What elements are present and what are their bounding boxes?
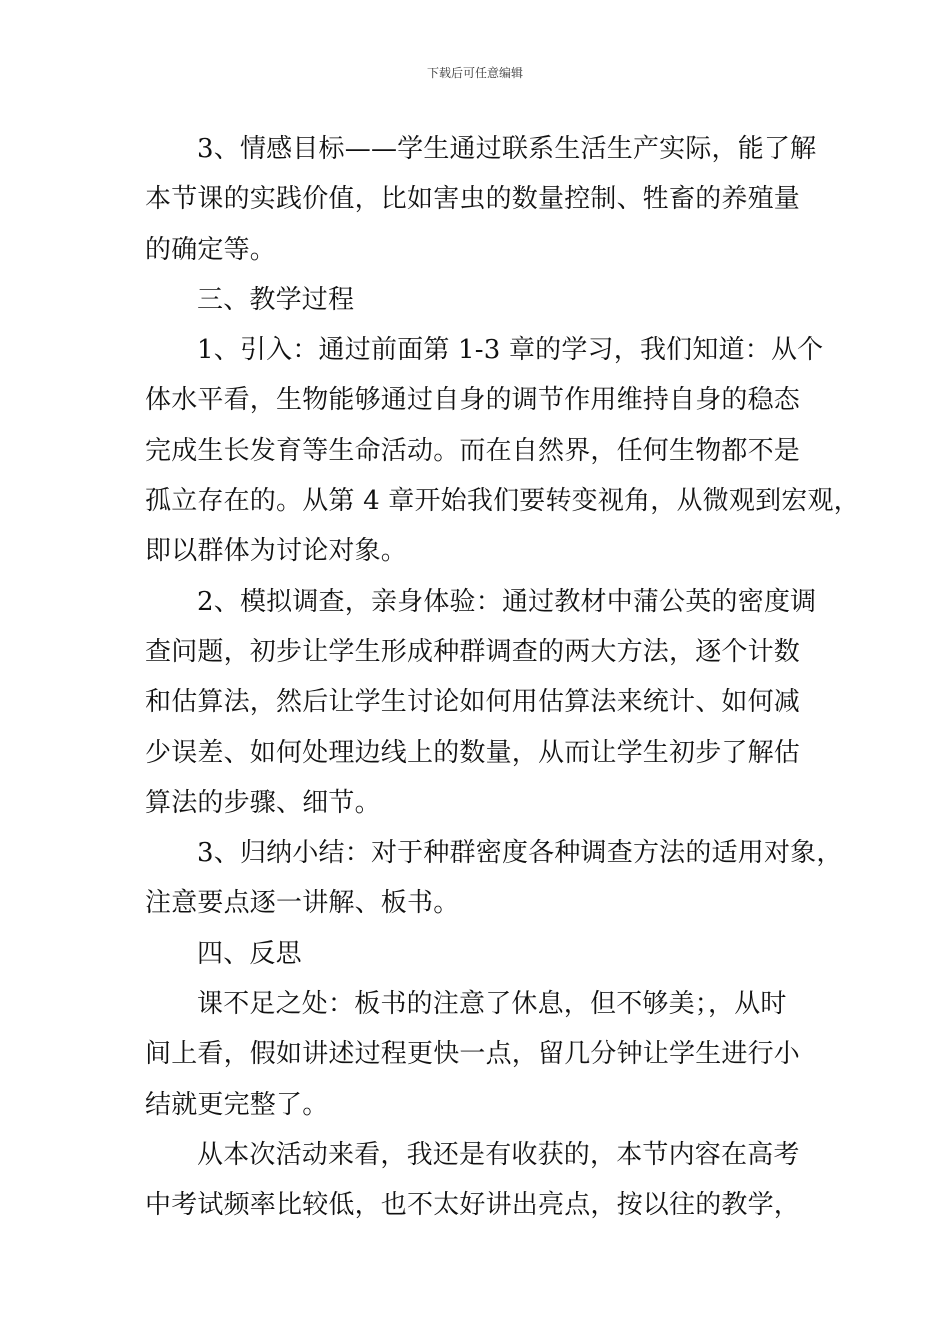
document-body [145,124,860,1231]
page-header: 下载后可任意编辑 [426,66,523,80]
text-line: 完成生长发育等生命活动。而在自然界，任何生物都不是 [145,435,801,466]
text-line: 本节课的实践价值，比如害虫的数量控制、牲畜的养殖量 [145,184,801,215]
text-line: 课不足之处：板书的注意了休息，但不够美；，从时 [197,989,787,1020]
text-line: 四、反思 [197,938,302,969]
text-line: 少误差、如何处理边线上的数量，从而让学生初步了解估 [145,737,801,768]
text-line: 体水平看，生物能够通过自身的调节作用维持自身的稳态 [145,385,801,416]
text-line: 和估算法，然后让学生讨论如何用估算法来统计、如何减 [145,687,801,718]
text-line: 三、教学过程 [197,284,355,315]
text-line: 结就更完整了。 [145,1089,329,1120]
text-line: 即以群体为讨论对象。 [145,536,408,567]
text-line: 中考试频率比较低，也不太好讲出亮点，按以往的教学， [145,1190,801,1221]
text-line: 3、情感目标——学生通过联系生活生产实际，能了解 [197,134,817,164]
text-line: 2、模拟调查，亲身体验：通过教材中蒲公英的密度调 [197,586,817,617]
text-line: 的确定等。 [145,234,277,265]
text-line: 3、归纳小结：对于种群密度各种调查方法的适用对象， [197,838,843,869]
text-line: 间上看，假如讲述过程更快一点，留几分钟让学生进行小 [145,1039,801,1070]
text-line: 从本次活动来看，我还是有收获的，本节内容在高考 [197,1139,800,1170]
text-line: 算法的步骤、细节。 [145,787,381,818]
text-line: 孤立存在的。从第 4 章开始我们要转变视角，从微观到宏观， [145,486,860,517]
text-line: 注意要点逐一讲解、板书。 [145,888,460,919]
text-line: 1、引入：通过前面第 1-3 章的学习，我们知道：从个 [197,335,824,366]
text-line: 查问题，初步让学生形成种群调查的两大方法，逐个计数 [145,636,801,667]
